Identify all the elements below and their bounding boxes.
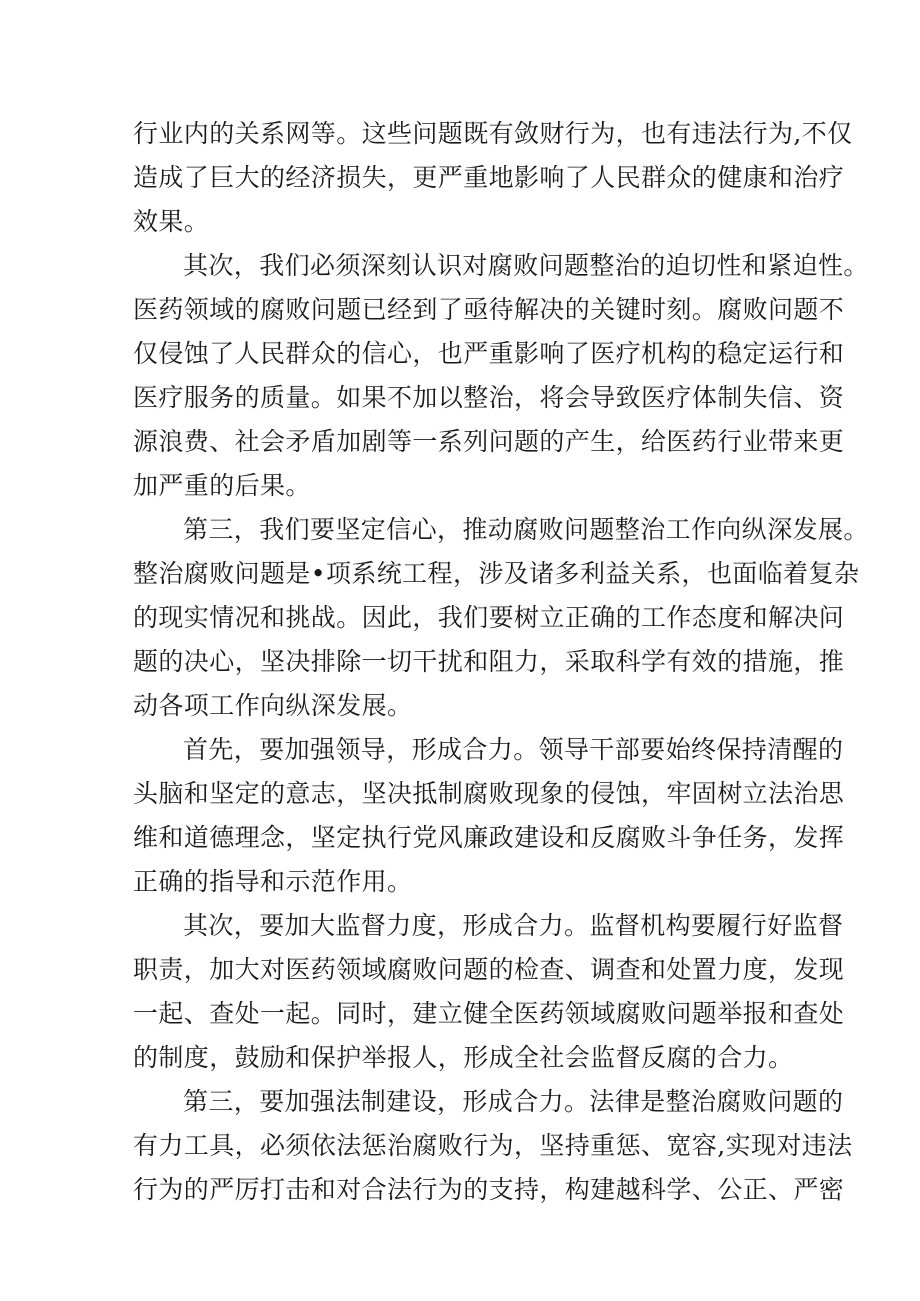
text-line: 其次，我们必须深刻认识对腐败问题整治的迫切性和紧迫性。	[183, 251, 869, 280]
text-line: 医疗服务的质量。如果不加以整治，将会导致医疗体制失信、资	[133, 383, 845, 412]
text-line: 加严重的后果。	[133, 471, 311, 500]
text-line: 源浪费、社会矛盾加剧等一系列问题的产生，给医药行业带来更	[133, 427, 845, 456]
paragraph-thirdly-confidence	[133, 508, 869, 728]
document-page	[133, 112, 869, 1212]
paragraph-second-supervision	[133, 904, 845, 1080]
text-line: 其次，要加大监督力度，形成合力。监督机构要履行好监督	[183, 911, 844, 940]
text-line: 头脑和坚定的意志，坚决抵制腐败现象的侵蚀，牢固树立法治思	[133, 779, 845, 808]
text-line: 的现实情况和挑战。因此，我们要树立正确的工作态度和解决问	[133, 603, 845, 632]
text-line: 首先，要加强领导，形成合力。领导干部要始终保持清醒的	[183, 735, 844, 764]
paragraph-first-leadership	[133, 728, 845, 904]
text-line: 动各项工作向纵深发展。	[133, 691, 413, 720]
paragraph-continuation	[133, 112, 853, 244]
text-line: 效果。	[133, 207, 210, 236]
text-line: 第三，我们要坚定信心，推动腐败问题整治工作向纵深发展。	[183, 515, 869, 544]
text-line: 有力工具，必须依法惩治腐败行为，坚持重惩、宽容,实现对违法	[133, 1131, 853, 1160]
text-line: 行业内的关系网等。这些问题既有敛财行为，也有违法行为,不仅	[133, 119, 853, 148]
text-line: 题的决心，坚决排除一切干扰和阻力，采取科学有效的措施，推	[133, 647, 845, 676]
text-line: 第三，要加强法制建设，形成合力。法律是整治腐败问题的	[183, 1087, 844, 1116]
paragraph-third-legal	[133, 1080, 853, 1212]
text-line: 一起、查处一起。同时，建立健全医药领域腐败问题举报和查处	[133, 999, 845, 1028]
text-line: 仅侵蚀了人民群众的信心，也严重影响了医疗机构的稳定运行和	[133, 339, 845, 368]
text-line: 职责，加大对医药领域腐败问题的检查、调查和处置力度，发现	[133, 955, 845, 984]
text-line: 造成了巨大的经济损失，更严重地影响了人民群众的健康和治疗	[133, 163, 845, 192]
text-line: 正确的指导和示范作用。	[133, 867, 413, 896]
text-line: 医药领域的腐败问题已经到了亟待解决的关键时刻。腐败问题不	[133, 295, 845, 324]
text-line: 行为的严厉打击和对合法行为的支持，构建越科学、公正、严密	[133, 1175, 845, 1204]
text-line: 维和道德理念，坚定执行党风廉政建设和反腐败斗争任务，发挥	[133, 823, 845, 852]
paragraph-secondly-urgency	[133, 244, 869, 508]
text-line: 的制度，鼓励和保护举报人，形成全社会监督反腐的合力。	[133, 1043, 794, 1072]
text-line: 整治腐败问题是•项系统工程，涉及诸多利益关系，也面临着复杂	[133, 559, 860, 588]
